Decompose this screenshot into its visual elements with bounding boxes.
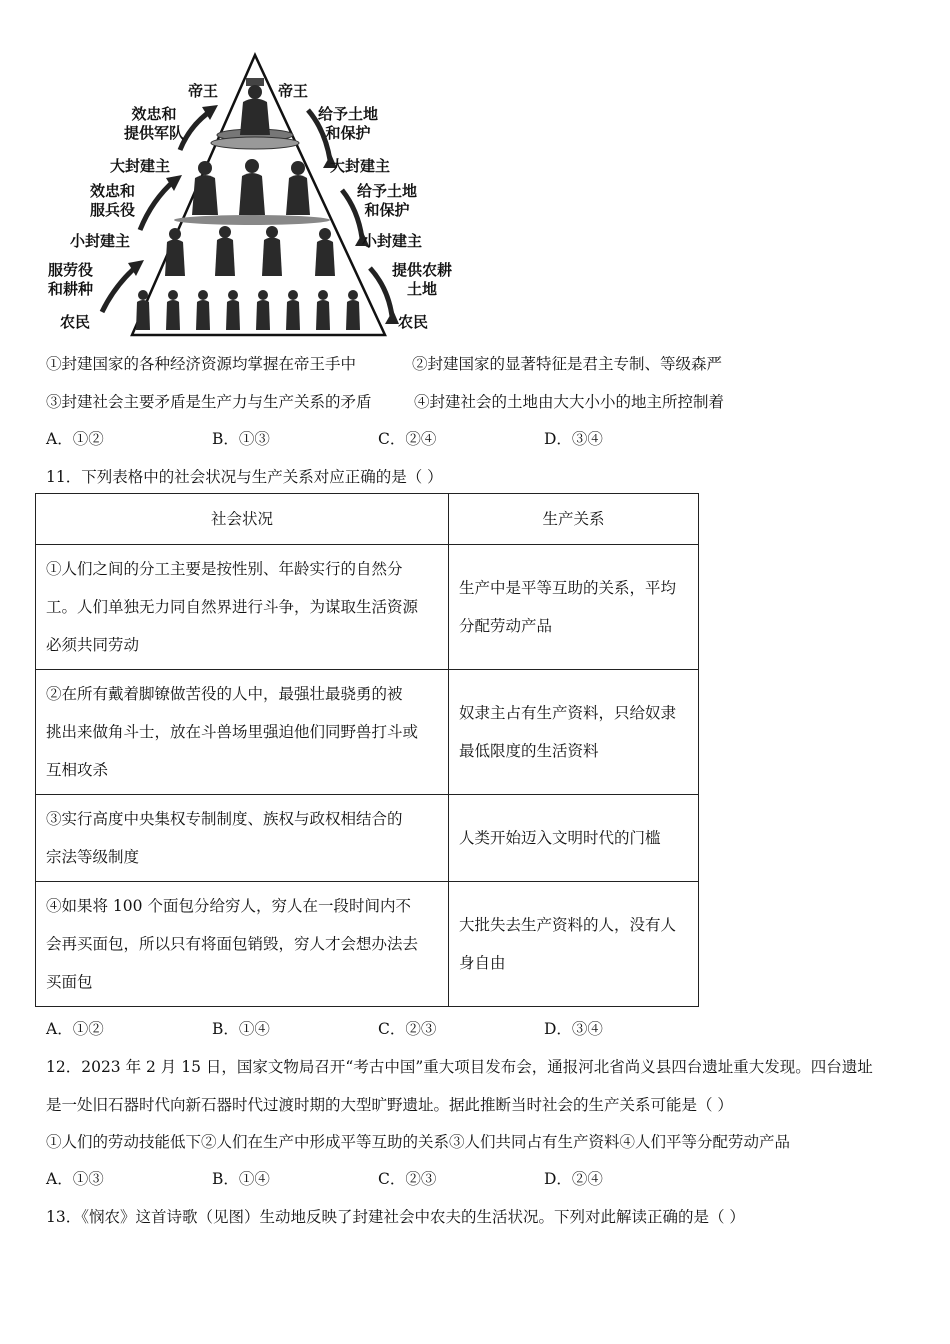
left-label-emperor: 帝王 xyxy=(188,82,219,100)
right-label-emperor: 帝王 xyxy=(278,82,309,100)
table-header-row xyxy=(36,494,699,545)
table-row xyxy=(36,545,699,670)
header-production-relation: 生产关系 xyxy=(449,494,699,545)
row3-right: 人类开始迈入文明时代的门槛 xyxy=(449,795,699,882)
right-label-land-protection: 给予土地 和保护 xyxy=(318,105,379,142)
emperor-figure xyxy=(240,78,270,135)
q12-statements: ①人们的劳动技能低下②人们在生产中形成平等互助的关系③人们共同占有生产资料④人们平等分配劳动产品 xyxy=(46,1133,791,1151)
row3-left: ③实行高度中央集权专制制度、族权与政权相结合的 宗法等级制度 xyxy=(36,795,449,882)
left-label-loyalty-army: 效忠和 提供军队 xyxy=(124,105,185,142)
table-row xyxy=(36,882,699,1007)
lesser-lords-figures xyxy=(165,226,335,276)
q11-option-d[interactable]: D．③④ xyxy=(544,1020,603,1038)
left-label-loyalty-service: 效忠和 服兵役 xyxy=(90,182,136,219)
peasants-figures xyxy=(136,290,360,330)
q10-option-d[interactable]: D．③④ xyxy=(544,430,603,448)
right-label-lesser-lord: 小封建主 xyxy=(362,232,423,250)
right-label-great-lord: 大封建主 xyxy=(330,157,391,175)
q11-option-c[interactable]: C．②③ xyxy=(378,1020,437,1038)
q12-option-a[interactable]: A．①③ xyxy=(46,1170,104,1188)
right-label-farmland: 提供农耕 土地 xyxy=(392,261,453,298)
q10-option-a[interactable]: A．①② xyxy=(46,430,104,448)
right-label-peasant: 农民 xyxy=(398,313,429,331)
left-label-great-lord: 大封建主 xyxy=(110,157,171,175)
q12-stem-line2: 是一处旧石器时代向新石器时代过渡时期的大型旷野遗址。据此推断当时社会的生产关系可能是（ ） xyxy=(46,1096,733,1114)
row1-left: ①人们之间的分工主要是按性别、年龄实行的自然分 工。人们单独无力同自然界进行斗争，为谋取生活资源 必须共同劳动 xyxy=(36,545,449,670)
row2-left: ②在所有戴着脚镣做苦役的人中，最强壮最骁勇的被 挑出来做角斗士，放在斗兽场里强迫他们同野兽打斗或 互相攻杀 xyxy=(36,670,449,795)
q10-statement-4: ④封建社会的土地由大大小小的地主所控制着 xyxy=(414,393,725,411)
q10-option-c[interactable]: C．②④ xyxy=(378,430,437,448)
header-social-condition: 社会状况 xyxy=(36,494,449,545)
table-row xyxy=(36,795,699,882)
row4-right: 大批失去生产资料的人，没有人 身自由 xyxy=(449,882,699,1007)
q12-option-c[interactable]: C．②③ xyxy=(378,1170,437,1188)
q13-stem: 13．《悯农》这首诗歌（见图）生动地反映了封建社会中农夫的生活状况。下列对此解读正确的是（ ） xyxy=(46,1208,745,1226)
q12-option-d[interactable]: D．②④ xyxy=(544,1170,603,1188)
q12-option-b[interactable]: B．①④ xyxy=(212,1170,270,1188)
q11-options xyxy=(46,1017,710,1039)
q10-statement-1: ①封建国家的各种经济资源均掌握在帝王手中 xyxy=(46,355,357,373)
left-label-peasant: 农民 xyxy=(60,313,91,331)
right-label-land-protection-2: 给予土地 和保护 xyxy=(357,182,418,219)
feudal-hierarchy-diagram xyxy=(40,50,460,340)
q11-stem: 11．下列表格中的社会状况与生产关系对应正确的是（ ） xyxy=(46,468,443,486)
q11-option-b[interactable]: B．①④ xyxy=(212,1020,270,1038)
q11-table xyxy=(35,493,699,1007)
left-label-lesser-lord: 小封建主 xyxy=(70,232,131,250)
q12-options xyxy=(46,1167,710,1189)
table-row xyxy=(36,670,699,795)
row4-left: ④如果将 100 个面包分给穷人，穷人在一段时间内不 会再买面包，所以只有将面包销毁，穷人才会想办法去 买面包 xyxy=(36,882,449,1007)
q10-statement-2: ②封建国家的显著特征是君主专制、等级森严 xyxy=(412,355,723,373)
row2-right: 奴隶主占有生产资料，只给奴隶 最低限度的生活资料 xyxy=(449,670,699,795)
q12-stem-line1: 12．2023 年 2 月 15 日，国家文物局召开“考古中国”重大项目发布会，通报河北省尚义县四台遗址重大发现。四台遗址 xyxy=(46,1058,873,1076)
q10-statement-3: ③封建社会主要矛盾是生产力与生产关系的矛盾 xyxy=(46,393,372,411)
row1-right: 生产中是平等互助的关系，平均 分配劳动产品 xyxy=(449,545,699,670)
q11-option-a[interactable]: A．①② xyxy=(46,1020,104,1038)
left-label-labor-farming: 服劳役 和耕种 xyxy=(48,261,94,298)
q10-option-b[interactable]: B．①③ xyxy=(212,430,270,448)
q10-options xyxy=(46,427,710,449)
